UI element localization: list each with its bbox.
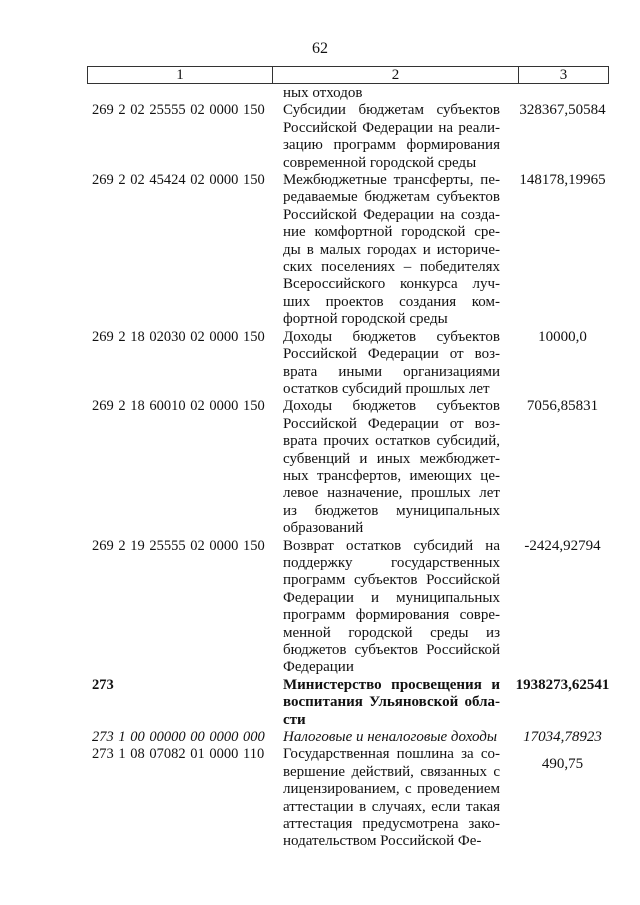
row-description xyxy=(283,677,500,729)
table-row xyxy=(0,746,640,850)
table-header xyxy=(87,66,609,84)
table-row xyxy=(0,538,640,677)
description-line: ших проектов создания ком- xyxy=(283,293,500,310)
header-col-2: 2 xyxy=(273,67,519,83)
table-row xyxy=(0,329,640,399)
description-line: левое назначение, прошлых лет xyxy=(283,485,500,502)
description-line: Федерации xyxy=(283,659,354,676)
row-amount: 10000,0 xyxy=(538,328,587,345)
description-line: врата иными организациями xyxy=(283,363,500,380)
description-line: ды в малых городах и историче- xyxy=(283,241,500,258)
row-amount: 148178,19965 xyxy=(519,172,606,189)
description-line: Субсидии бюджетам субъектов xyxy=(283,102,500,119)
row-description xyxy=(283,538,500,677)
description-line: менной городской среды из xyxy=(283,624,500,641)
description-line: из бюджетов муниципальных xyxy=(283,502,500,519)
description-line: программ субъектов Российской xyxy=(283,572,500,589)
description-line: Межбюджетные трансферты, пе- xyxy=(283,172,500,189)
row-code: 269 2 18 60010 02 0000 150 xyxy=(92,398,265,415)
description-line: Федерации и муниципальных xyxy=(283,589,500,606)
description-line: ние комфортной городской сре- xyxy=(283,224,500,241)
row-code: 269 2 02 45424 02 0000 150 xyxy=(92,172,265,189)
description-line: лицензированием, с проведением xyxy=(283,781,500,798)
description-line: поддержку государственных xyxy=(283,554,500,571)
description-line: Налоговые и неналоговые доходы xyxy=(283,729,498,746)
description-line: вершение действий, связанных с xyxy=(283,763,500,780)
row-description xyxy=(283,102,500,172)
row-amount: 490,75 xyxy=(541,756,584,773)
description-line: нодательством Российской Фе- xyxy=(283,833,482,850)
description-line: Всероссийского конкурса луч- xyxy=(283,276,500,293)
row-description xyxy=(283,172,500,329)
description-line: Возврат остатков субсидий на xyxy=(283,537,500,554)
description-line: субвенций и иных межбюджет- xyxy=(283,450,500,467)
description-line: зацию программ формирования xyxy=(283,137,500,154)
description-line: Государственная пошлина за со- xyxy=(283,746,500,763)
description-line: Доходы бюджетов субъектов xyxy=(283,398,500,415)
row-amount: 7056,85831 xyxy=(526,398,599,415)
description-line: ных отходов xyxy=(283,85,363,101)
row-code: 273 xyxy=(92,676,114,693)
description-line: врата прочих остатков субсидий, xyxy=(283,433,500,450)
row-code: 269 2 19 25555 02 0000 150 xyxy=(92,537,265,554)
row-code: 273 1 00 00000 00 0000 000 xyxy=(92,729,265,746)
description-line: программ формирования совре- xyxy=(283,607,500,624)
description-line: редаваемые бюджетам субъектов xyxy=(283,189,500,206)
description-line: аттестация предусмотрена зако- xyxy=(283,816,500,833)
row-description xyxy=(283,398,500,537)
table-row xyxy=(0,729,640,746)
table-row xyxy=(0,172,640,329)
description-line: воспитания Ульяновской обла- xyxy=(283,694,500,711)
row-description xyxy=(283,746,500,850)
row-amount: 328367,50584 xyxy=(519,102,606,119)
row-amount: 1938273,62541 xyxy=(515,676,610,693)
description-line: ных трансфертов, имеющих це- xyxy=(283,467,500,484)
page-number: 62 xyxy=(312,40,328,57)
table-row xyxy=(0,102,640,172)
description-line: бюджетов субъектов Российской xyxy=(283,642,500,658)
table-row xyxy=(0,677,640,729)
description-line: аттестации в случаях, если такая xyxy=(283,798,500,815)
description-line: Российской Федерации от воз- xyxy=(283,415,500,432)
table-row xyxy=(0,398,640,537)
header-col-1: 1 xyxy=(88,67,273,83)
description-line: образований xyxy=(283,520,364,537)
row-code: 269 2 18 02030 02 0000 150 xyxy=(92,328,265,345)
table-row xyxy=(0,85,640,102)
row-code: 273 1 08 07082 01 0000 110 xyxy=(92,746,265,763)
row-description xyxy=(283,85,500,102)
header-col-3: 3 xyxy=(559,67,568,83)
description-line: фортной городской среды xyxy=(283,311,448,328)
description-line: Российской Федерации на созда- xyxy=(283,206,500,223)
description-line: Российской Федерации от воз- xyxy=(283,346,500,363)
row-description xyxy=(283,729,500,746)
description-line: Министерство просвещения и xyxy=(283,676,500,693)
row-description xyxy=(283,329,500,399)
row-amount: 17034,78923 xyxy=(523,729,602,746)
description-line: остатков субсидий прошлых лет xyxy=(283,380,490,397)
description-line: Доходы бюджетов субъектов xyxy=(283,328,500,345)
description-line: Российской Федерации на реали- xyxy=(283,119,500,136)
description-line: сти xyxy=(283,711,306,728)
description-line: современной городской среды xyxy=(283,154,477,171)
description-line: ских поселениях – победителях xyxy=(283,259,500,276)
row-amount: -2424,92794 xyxy=(524,537,601,554)
row-code: 269 2 02 25555 02 0000 150 xyxy=(92,102,265,119)
table-body xyxy=(0,85,640,851)
